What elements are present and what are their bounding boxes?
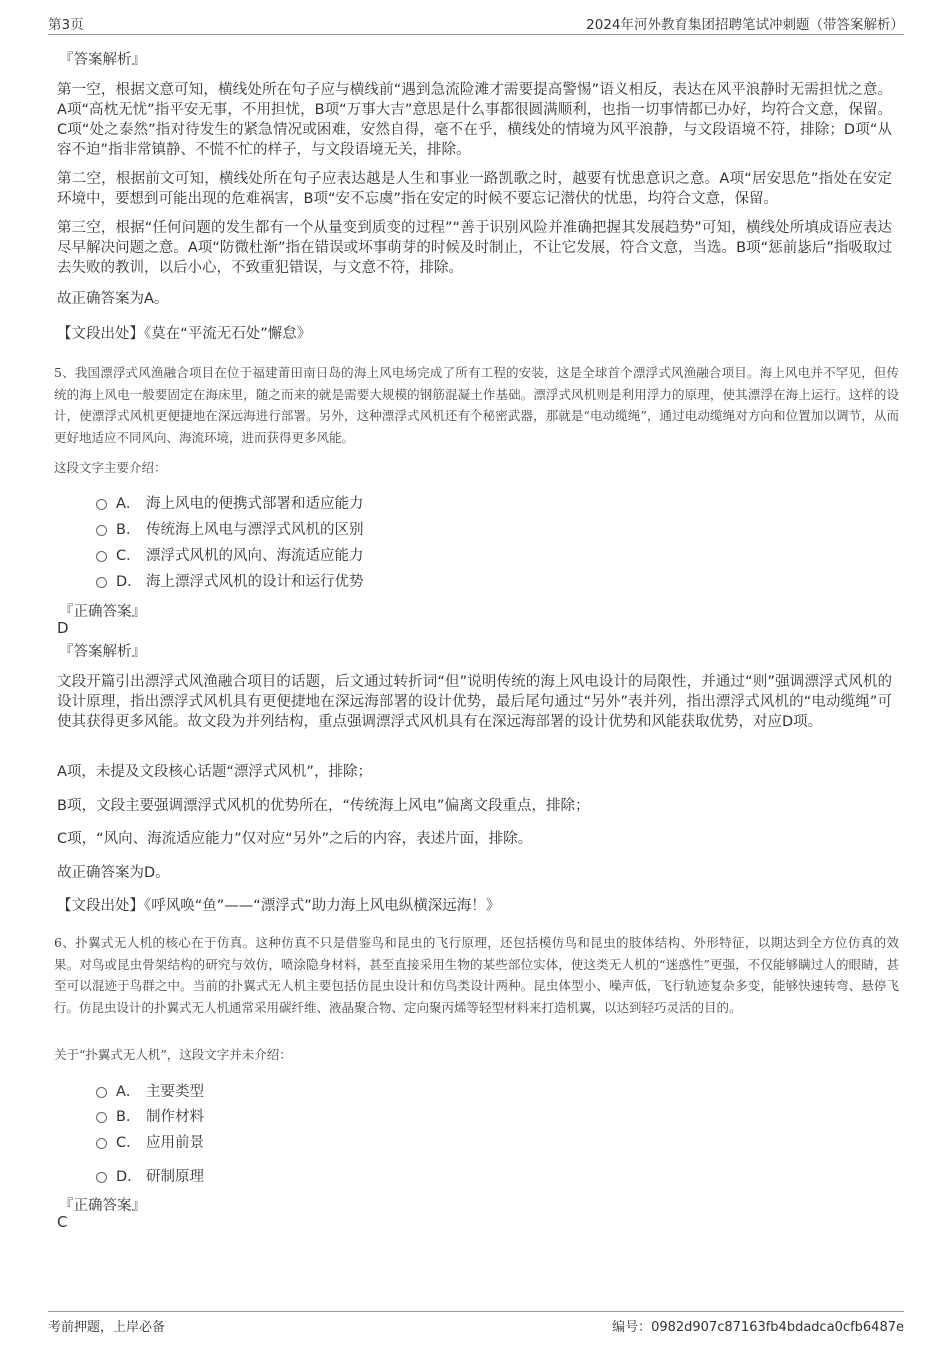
- question-6-text: 6、扑翼式无人机的核心在于仿真。这种仿真不只是借鉴鸟和昆虫的飞行原理，还包括模仿鸟和昆虫的肢体结构、外形特征，以期达到全方位仿真的效果。对鸟或昆虫骨架结构的研究与效仿，喷涂隐身材料，甚至直接采用生物的某些部位实体，使这类无人机的“迷惑性”更强，不仅能够瞒过人的眼睛，甚至可以混迹于鸟群之中。当前的扑翼式无人机主要包括仿昆虫设计和仿鸟类设计两种。昆虫体型小、噪声低，飞行轨迹复杂多变，能够快速转弯、悬停飞行。仿昆虫设计的扑翼式无人机通常采用碳纤维、液晶聚合物、定向聚丙烯等轻型材料来打造机翼，以达到轻巧灵活的目的。: [54, 935, 899, 1015]
- question-5-option-c[interactable]: C． 漂浮式风机的风向、海流适应能力: [96, 544, 364, 564]
- correct-answer-label: 『正确答案』: [59, 604, 146, 620]
- question-5-option-d[interactable]: D． 海上漂浮式风机的设计和运行优势: [96, 570, 364, 590]
- question-5-prompt: 这段文字主要介绍：: [54, 460, 167, 475]
- page-number: 第3页: [48, 17, 84, 33]
- radio-icon[interactable]: [96, 525, 107, 536]
- document-id: 编号：0982d907c87163fb4bdadca0cfb6487e: [612, 1320, 904, 1335]
- correct-answer-label: 『正确答案』: [59, 1198, 146, 1214]
- radio-icon[interactable]: [96, 1172, 107, 1183]
- analysis-label: 『答案解析』: [59, 52, 146, 68]
- source-citation: 【文段出处】《莫在“平流无石处”懈怠》: [57, 326, 312, 342]
- question-6-option-c[interactable]: C． 应用前景: [96, 1131, 204, 1151]
- question-5-text: 5、我国漂浮式风渔融合项目在位于福建莆田南日岛的海上风电场完成了所有工程的安装，这是全球首个漂浮式风渔融合项目。海上风电并不罕见，但传统的海上风电一般要固定在海床里，随之而来的就是需要大规模的钢筋混凝土作基础。漂浮式风机则是利用浮力的原理，使其漂浮在海上运行。这样的设计，使漂浮式风机更便捷地在深远海进行部署。另外，这种漂浮式风机还有个秘密武器，那就是“电动缆绳”，通过电动缆绳对方向和位置加以调节，从而更好地适应不同风向、海流环境，进而获得更多风能。: [54, 365, 899, 445]
- page-footer: [48, 1311, 904, 1336]
- question-6-option-a[interactable]: A． 主要类型: [96, 1080, 204, 1100]
- question-5-option-a[interactable]: A． 海上风电的便携式部署和适应能力: [96, 492, 364, 512]
- conclusion: 故正确答案为D。: [57, 865, 170, 881]
- analysis-paragraph-4: C项，“风向、海流适应能力”仅对应“另外”之后的内容，表述片面，排除。: [57, 831, 533, 847]
- radio-icon[interactable]: [96, 1112, 107, 1123]
- question-5-option-b[interactable]: B． 传统海上风电与漂浮式风机的区别: [96, 518, 364, 538]
- question-6-option-d[interactable]: D． 研制原理: [96, 1165, 204, 1185]
- radio-icon[interactable]: [96, 1138, 107, 1149]
- analysis-label: 『答案解析』: [59, 644, 146, 660]
- source-citation: 【文段出处】《呼风唤“鱼”——“漂浮式”助力海上风电纵横深远海！》: [57, 898, 501, 914]
- conclusion: 故正确答案为A。: [57, 291, 169, 307]
- question-6-option-b[interactable]: B． 制作材料: [96, 1105, 204, 1125]
- correct-answer: D: [57, 619, 69, 637]
- analysis-paragraph-3: 第三空，根据“任何问题的发生都有一个从量变到质变的过程”“善于识别风险并准确把握其发展趋势”可知，横线处所填成语应表达尽早解决问题之意。A项“防微杜渐”指在错误或坏事萌芽的时候及时制止，不让它发展，符合文意，当选。B项“惩前毖后”指吸取过去失败的教训，以后小心，不致重犯错误，与文意不符，排除。: [57, 220, 892, 276]
- document-title: 2024年河外教育集团招聘笔试冲刺题（带答案解析）: [586, 17, 904, 33]
- radio-icon[interactable]: [96, 499, 107, 510]
- analysis-paragraph-2: A项，未提及文段核心话题“漂浮式风机”，排除；: [57, 764, 372, 780]
- question-6-prompt: 关于“扑翼式无人机”，这段文字并未介绍：: [54, 1047, 292, 1062]
- analysis-paragraph-1: 第一空，根据文意可知，横线处所在句子应与横线前“遇到急流险滩才需要提高警惕”语义相反，表达在风平浪静时无需担忧之意。A项“高枕无忧”指平安无事，不用担忧，B项“万事大吉”意思是什么事都很圆满顺利，也指一切事情都已办好，均符合文意，保留。C项“处之泰然”指对待发生的紧急情况或困难，安然自得，毫不在乎，横线处的情境为风平浪静，与文段语境不符，排除；D项“从容不迫”指非常镇静、不慌不忙的样子，与文段语境无关，排除。: [57, 82, 892, 158]
- correct-answer: C: [57, 1213, 68, 1231]
- analysis-paragraph-1: 文段开篇引出漂浮式风渔融合项目的话题，后文通过转折词“但”说明传统的海上风电设计的局限性，并通过“则”强调漂浮式风机的设计原理，指出漂浮式风机具有更便捷地在深远海部署的设计优势，最后尾句通过“另外”表并列，指出漂浮式风机的“电动缆绳”可使其获得更多风能。故文段为并列结构，重点强调漂浮式风机具有在深远海部署的设计优势和风能获取优势，对应D项。: [57, 674, 892, 730]
- analysis-paragraph-3: B项，文段主要强调漂浮式风机的优势所在，“传统海上风电”偏离文段重点，排除；: [57, 798, 590, 814]
- footer-slogan: 考前押题，上岸必备: [48, 1320, 166, 1335]
- radio-icon[interactable]: [96, 577, 107, 588]
- radio-icon[interactable]: [96, 551, 107, 562]
- radio-icon[interactable]: [96, 1087, 107, 1098]
- page-header: [48, 10, 904, 35]
- analysis-paragraph-2: 第二空，根据前文可知，横线处所在句子应表达越是人生和事业一路凯歌之时，越要有忧患意识之意。A项“居安思危”指处在安定环境中，要想到可能出现的危难祸害，B项“安不忘虞”指在安定的时候不要忘记潜伏的忧患，均符合文意，保留。: [57, 171, 892, 207]
